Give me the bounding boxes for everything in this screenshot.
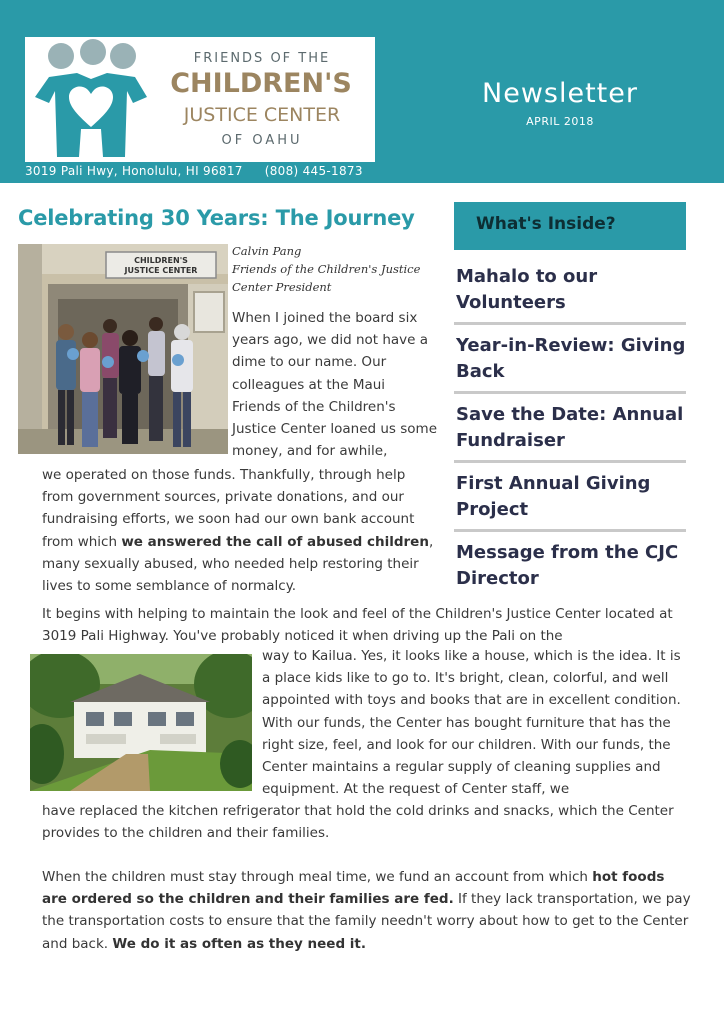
paragraph-text: If they lack transportation, we pay the transportation costs to ensure that the family needn't worry about how to get to the Center and back. [42,891,691,952]
article-paragraph-2-right: way to Kailua. Yes, it looks like a house, which is the idea. It is a place kids like to go to. It's bright, clean, colorful, and well appointed with toys and books that are in excellent condition. With our funds, the Center has bought furniture that has the right size, feel, and look for our children. With our funds, the Center maintains a regular supply of cleaning supplies and equipment. At the request of Center staff, we [262,648,681,798]
paragraph-text: When the children must stay through meal time, we fund an account from which [42,869,593,885]
paragraph-emphasis: We do it as often as they need it. [112,935,367,952]
logo-text-justice-center: JUSTICE CENTER [183,104,341,126]
article-paragraph-3 [42,866,692,955]
article-paragraph-2-bottom: have replaced the kitchen refrigerator that hold the cold drinks and snacks, which the Center provides to the children and their families. [42,803,674,842]
article-paragraph-1-wide [42,464,437,597]
issue-date: APRIL 2018 [526,115,594,128]
toc-item-save-the-date[interactable]: Save the Date: Annual Fundraiser [454,402,686,463]
author-byline [232,242,432,296]
logo-text-oahu: OF OAHU [221,133,303,148]
article-paragraph-1-right: When I joined the board six years ago, we did not have a dime to our name. Our colleagues at the Maui Friends of the Children's Justice Center loaned us some money, and for awhile, [232,310,437,460]
paragraph-emphasis: hot foods are ordered so the children and their families are fed. [42,869,665,908]
group-photo [18,244,228,454]
paragraph-emphasis: we answered the call of abused children [121,533,429,550]
sign-line-1: CHILDREN'S [134,256,188,265]
article-paragraph-2-top: It begins with helping to maintain the look and feel of the Children's Justice Center located at 3019 Pali Highway. You've probably noticed it when driving up the Pali on the [42,606,673,645]
family-figures-icon [31,39,149,159]
paragraph-text: , many sexually abused, who needed help restoring their lives to some semblance of normalcy. [42,533,434,595]
whats-inside-heading: What's Inside? [454,202,686,250]
toc-item-giving-project[interactable]: First Annual Giving Project [454,471,686,532]
whats-inside-sidebar [454,202,686,606]
logo-text-childrens: CHILDREN'S [170,68,352,99]
toc-item-director-message[interactable]: Message from the CJC Director [456,542,679,589]
article-headline: Celebrating 30 Years: The Journey [18,206,415,230]
paragraph-text: we operated on those funds. Thankfully, through help from government sources, private donations, and our fundraising efforts, we soon had our own bank account from which [42,467,415,550]
sign-board [106,252,216,278]
contact-line [25,164,363,178]
toc-item-year-in-review[interactable]: Year-in-Review: Giving Back [454,333,686,394]
sign-line-2: JUSTICE CENTER [124,266,198,275]
author-title: Friends of the Children's Justice Center President [232,262,421,294]
address-text: 3019 Pali Hwy, Honolulu, HI 96817 [25,164,243,178]
toc-item-volunteers[interactable]: Mahalo to our Volunteers [454,264,686,325]
phone-text: (808) 445-1873 [264,164,363,178]
author-name: Calvin Pang [232,244,302,258]
logo [25,37,375,162]
center-building-photo [30,654,252,791]
logo-text-friends: FRIENDS OF THE [193,51,331,66]
newsletter-title: Newsletter [482,78,638,109]
header-banner [0,0,724,183]
